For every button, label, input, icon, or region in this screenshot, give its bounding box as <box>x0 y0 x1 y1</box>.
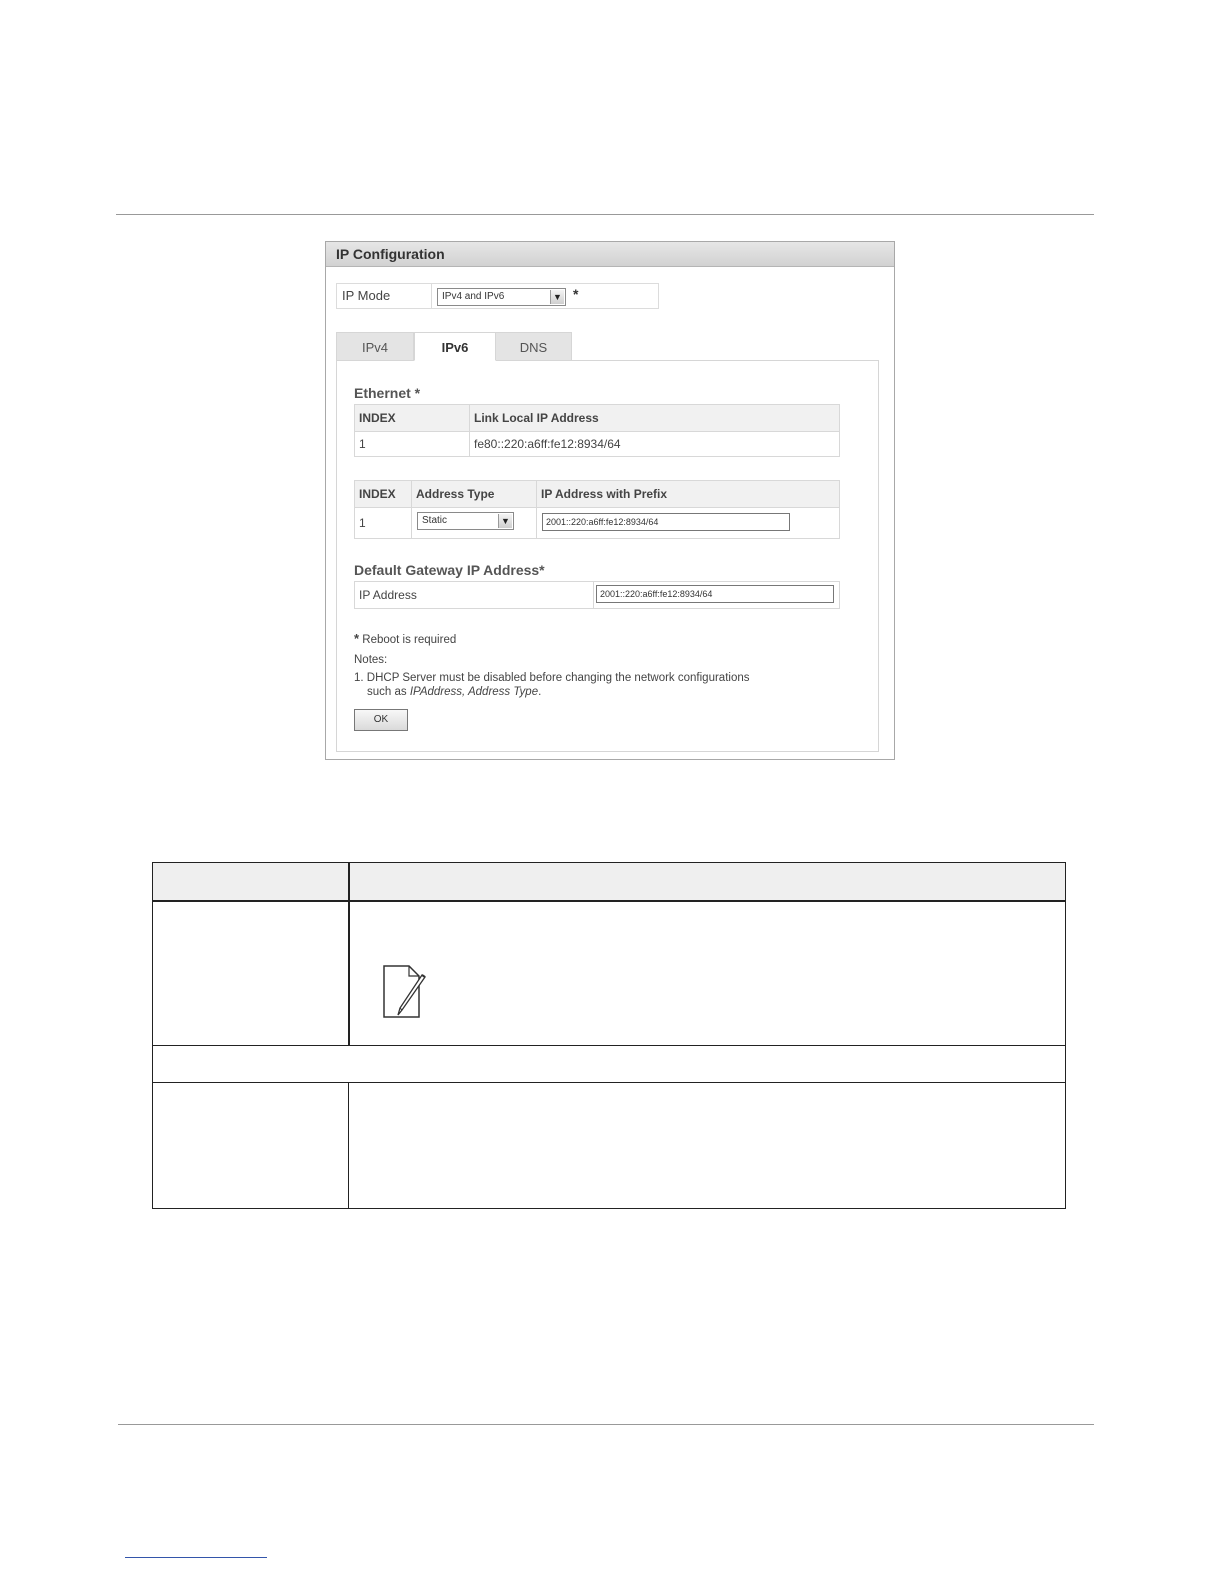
address-type-select[interactable] <box>417 512 514 530</box>
bottom-divider <box>118 1424 1094 1425</box>
column-header-ip-prefix: IP Address with Prefix <box>537 481 840 508</box>
ok-button[interactable]: OK <box>354 709 408 731</box>
top-divider <box>116 214 1094 215</box>
chevron-down-icon[interactable]: ▼ <box>498 514 512 528</box>
notes-label: Notes: <box>354 654 388 666</box>
note-1: 1. DHCP Server must be disabled before changing the network configurations <box>354 672 750 684</box>
ip-mode-value: IPv4 and IPv6 <box>442 291 505 302</box>
column-divider <box>348 863 350 1045</box>
table-header-row <box>153 863 1065 900</box>
ip-configuration-panel <box>325 241 895 760</box>
link-local-table <box>354 404 840 457</box>
cell-index: 1 <box>355 432 470 457</box>
tab-dns-label: DNS <box>519 340 548 355</box>
table-row <box>355 432 840 457</box>
tab-ipv4[interactable] <box>336 332 414 361</box>
gateway-ip-input[interactable]: 2001::220:a6ff:fe12:8934/64 <box>596 585 834 603</box>
note-1-fields: IPAddress, Address Type <box>409 686 539 698</box>
header-divider <box>153 900 1065 902</box>
row-divider <box>153 1082 1065 1083</box>
column-header-index: INDEX <box>355 405 470 432</box>
cell-link-local-ip: fe80::220:a6ff:fe12:8934/64 <box>470 432 840 457</box>
ip-mode-label: IP Mode <box>342 288 391 303</box>
gateway-ip-label: IP Address <box>355 582 594 609</box>
chevron-down-icon[interactable]: ▼ <box>550 290 564 304</box>
ethernet-heading: Ethernet * <box>354 385 421 401</box>
tab-ipv4-label: IPv4 <box>361 340 388 355</box>
note-1-prefix: such as <box>367 686 410 698</box>
column-header-index: INDEX <box>355 481 412 508</box>
reboot-note <box>354 631 456 648</box>
address-type-value: Static <box>422 515 448 526</box>
note-1-continued <box>367 685 541 700</box>
note-1-suffix: . <box>538 686 542 698</box>
reboot-text: Reboot is required <box>362 634 457 646</box>
ip-mode-row <box>336 283 659 309</box>
row-divider <box>153 1045 1065 1046</box>
footer-link-underline <box>125 1557 267 1558</box>
panel-title: IP Configuration <box>326 242 894 267</box>
column-divider <box>348 1082 349 1208</box>
reboot-star: * <box>354 631 360 646</box>
cell-index: 1 <box>355 508 412 539</box>
tab-dns[interactable] <box>495 332 572 361</box>
ip-mode-select[interactable] <box>437 288 566 306</box>
ipv6-tab-content <box>336 360 879 752</box>
tab-ipv6-label: IPv6 <box>441 340 469 355</box>
column-header-link-local: Link Local IP Address <box>470 405 840 432</box>
required-mark: * <box>573 286 579 302</box>
column-header-address-type: Address Type <box>412 481 537 508</box>
gateway-heading: Default Gateway IP Address* <box>354 562 545 578</box>
note-pencil-icon <box>379 963 429 1021</box>
tab-ipv6[interactable] <box>414 332 496 361</box>
ip-prefix-input[interactable]: 2001::220:a6ff:fe12:8934/64 <box>542 513 790 531</box>
ip-mode-divider <box>431 284 432 308</box>
parameter-table <box>152 862 1066 1209</box>
